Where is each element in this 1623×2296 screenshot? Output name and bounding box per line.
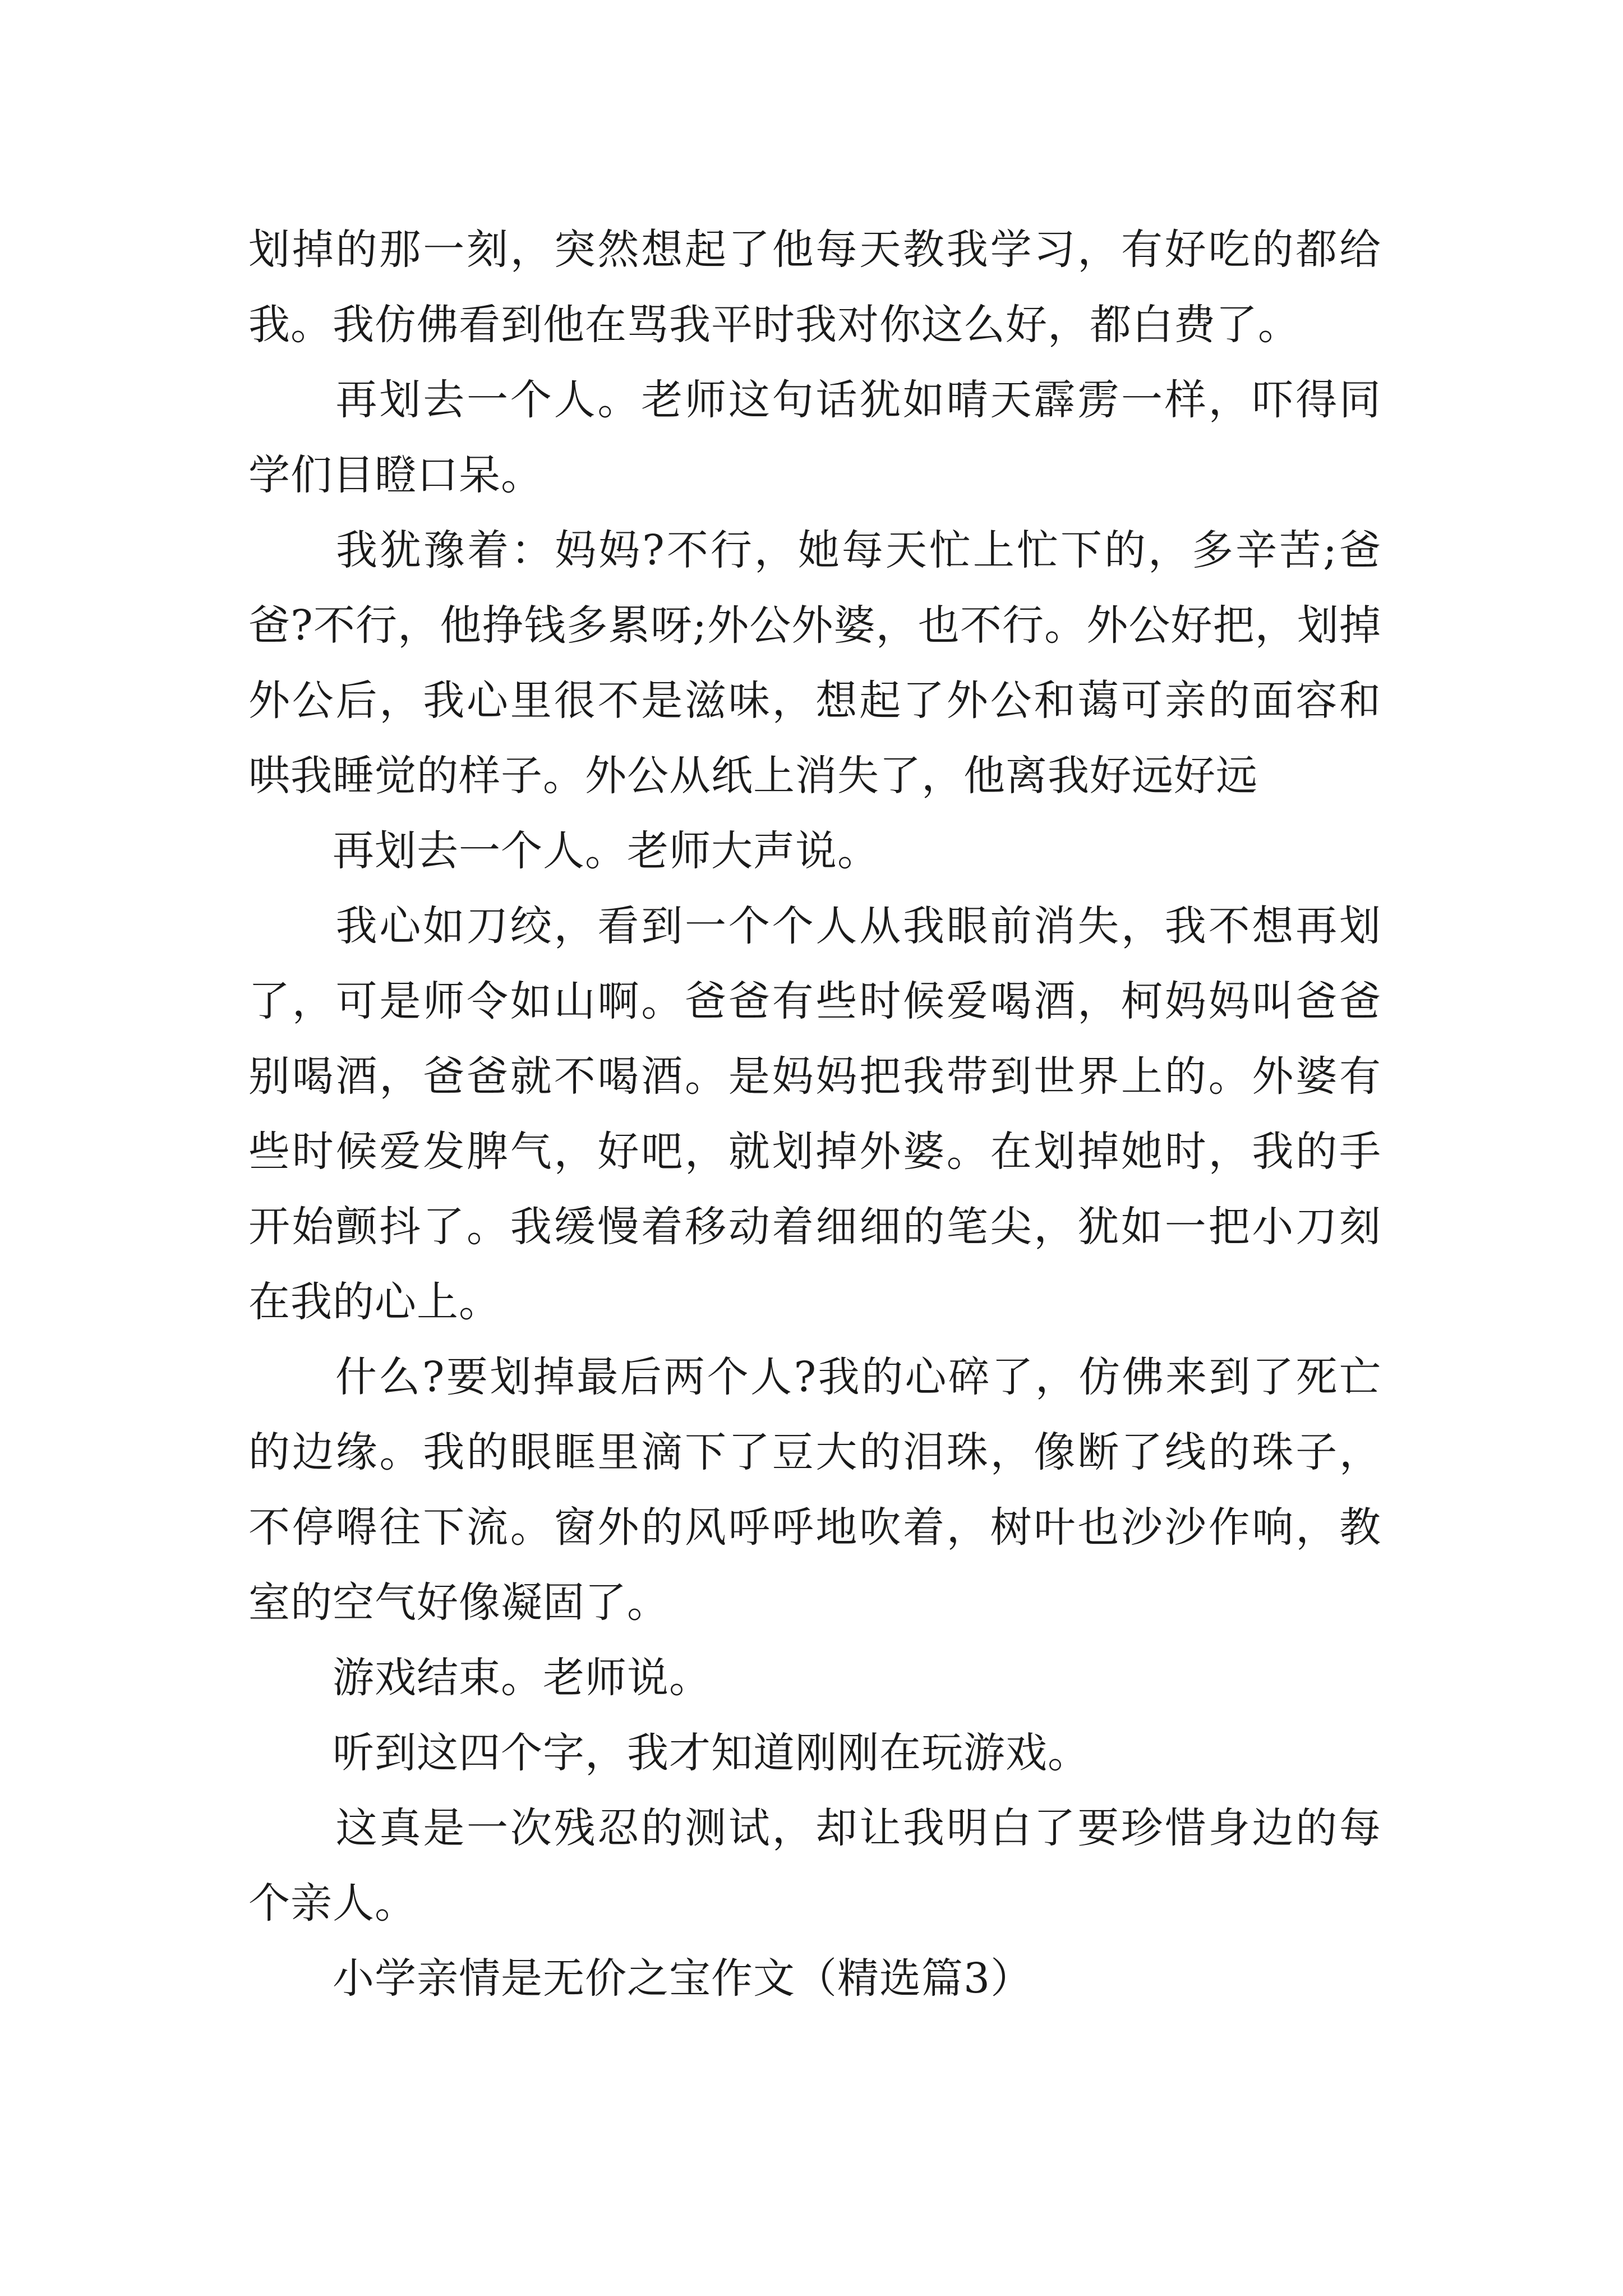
paragraph: 划掉的那一刻，突然想起了他每天教我学习，有好吃的都给我。我仿佛看到他在骂我平时我对你这么好，都白费了。 [248, 226, 1381, 349]
paragraph: 游戏结束。老师说。 [248, 1654, 711, 1702]
paragraph: 再划去一个人。老师这句话犹如晴天霹雳一样，吓得同学们目瞪口呆。 [248, 376, 1381, 499]
paragraph: 这真是一次残忍的测试，却让我明白了要珍惜身边的每个亲人。 [248, 1804, 1381, 1927]
paragraph: 什么?要划掉最后两个人?我的心碎了，仿佛来到了死亡的边缘。我的眼眶里滴下了豆大的泪珠，像断了线的珠子，不停嘚往下流。窗外的风呼呼地吹着，树叶也沙沙作响，教室的空气好像凝固了。 [248, 1353, 1381, 1627]
paragraph: 我犹豫着：妈妈?不行，她每天忙上忙下的，多辛苦;爸爸?不行，他挣钱多累呀;外公外婆，也不行。外公好把，划掉外公后，我心里很不是滋味，想起了外公和蔼可亲的面容和哄我睡觉的样子。外公从纸上消失了，他离我好远好远 [248, 526, 1381, 800]
section-heading: 小学亲情是无价之宝作文（精选篇3） [248, 1954, 1033, 2003]
paragraph: 听到这四个字，我才知道刚刚在玩游戏。 [248, 1729, 1090, 1777]
essay-text [248, 212, 1381, 2016]
paragraph: 我心如刀绞，看到一个个人从我眼前消失，我不想再划了，可是师令如山啊。爸爸有些时候爱喝酒，柯妈妈叫爸爸别喝酒，爸爸就不喝酒。是妈妈把我带到世界上的。外婆有些时候爱发脾气，好吧，就划掉外婆。在划掉她时，我的手开始颤抖了。我缓慢着移动着细细的笔尖，犹如一把小刀刻在我的心上。 [248, 902, 1381, 1326]
paragraph: 再划去一个人。老师大声说。 [248, 827, 879, 875]
